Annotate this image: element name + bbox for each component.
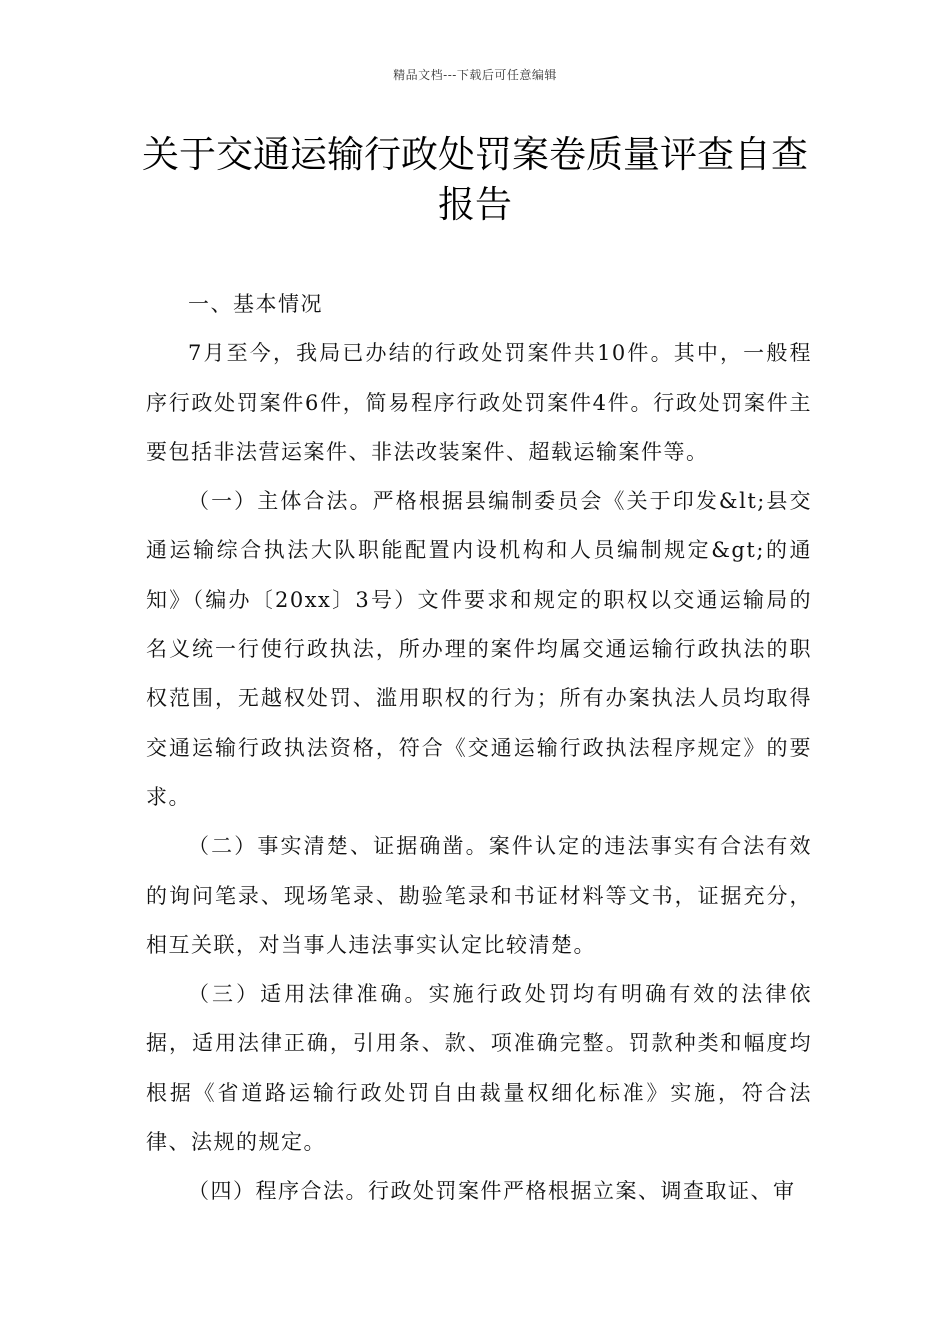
header-note: 精品文档---下载后可任意编辑 [393, 68, 557, 82]
document-body [146, 280, 812, 1217]
paragraph-law-application: （三）适用法律准确。实施行政处罚均有明确有效的法律依据，适用法律正确，引用条、款、项准确完整。罚款种类和幅度均根据《省道路运输行政处罚自由裁量权细化标准》实施，符合法律、法规的规定。 [146, 982, 812, 1155]
paragraph-procedure: （四）程序合法。行政处罚案件严格根据立案、调查取证、审 [188, 1179, 796, 1204]
paragraph-facts-evidence: （二）事实清楚、证据确凿。案件认定的违法事实有合法有效的询问笔录、现场笔录、勘验笔录和书证材料等文书，证据充分，相互关联，对当事人违法事实认定比较清楚。 [146, 834, 812, 957]
paragraph-subject-legal: （一）主体合法。严格根据县编制委员会《关于印发&lt;县交通运输综合执法大队职能配置内设机构和人员编制规定&gt;的通知》（编办〔20xx〕3号）文件要求和规定的职权以交通运输局的名义统一行使行政执法，所办理的案件均属交通运输行政执法的职权范围，无越权处罚、滥用职权的行为；所有办案执法人员均取得交通运输行政执法资格，符合《交通运输行政执法程序规定》的要求。 [146, 489, 812, 809]
section-heading: 一、基本情况 [188, 292, 323, 316]
document-title: 关于交通运输行政处罚案卷质量评查自查报告 [142, 133, 808, 226]
paragraph-overview: 7月至今，我局已办结的行政处罚案件共10件。其中，一般程序行政处罚案件6件，简易程序行政处罚案件4件。行政处罚案件主要包括非法营运案件、非法改装案件、超载运输案件等。 [146, 341, 812, 464]
